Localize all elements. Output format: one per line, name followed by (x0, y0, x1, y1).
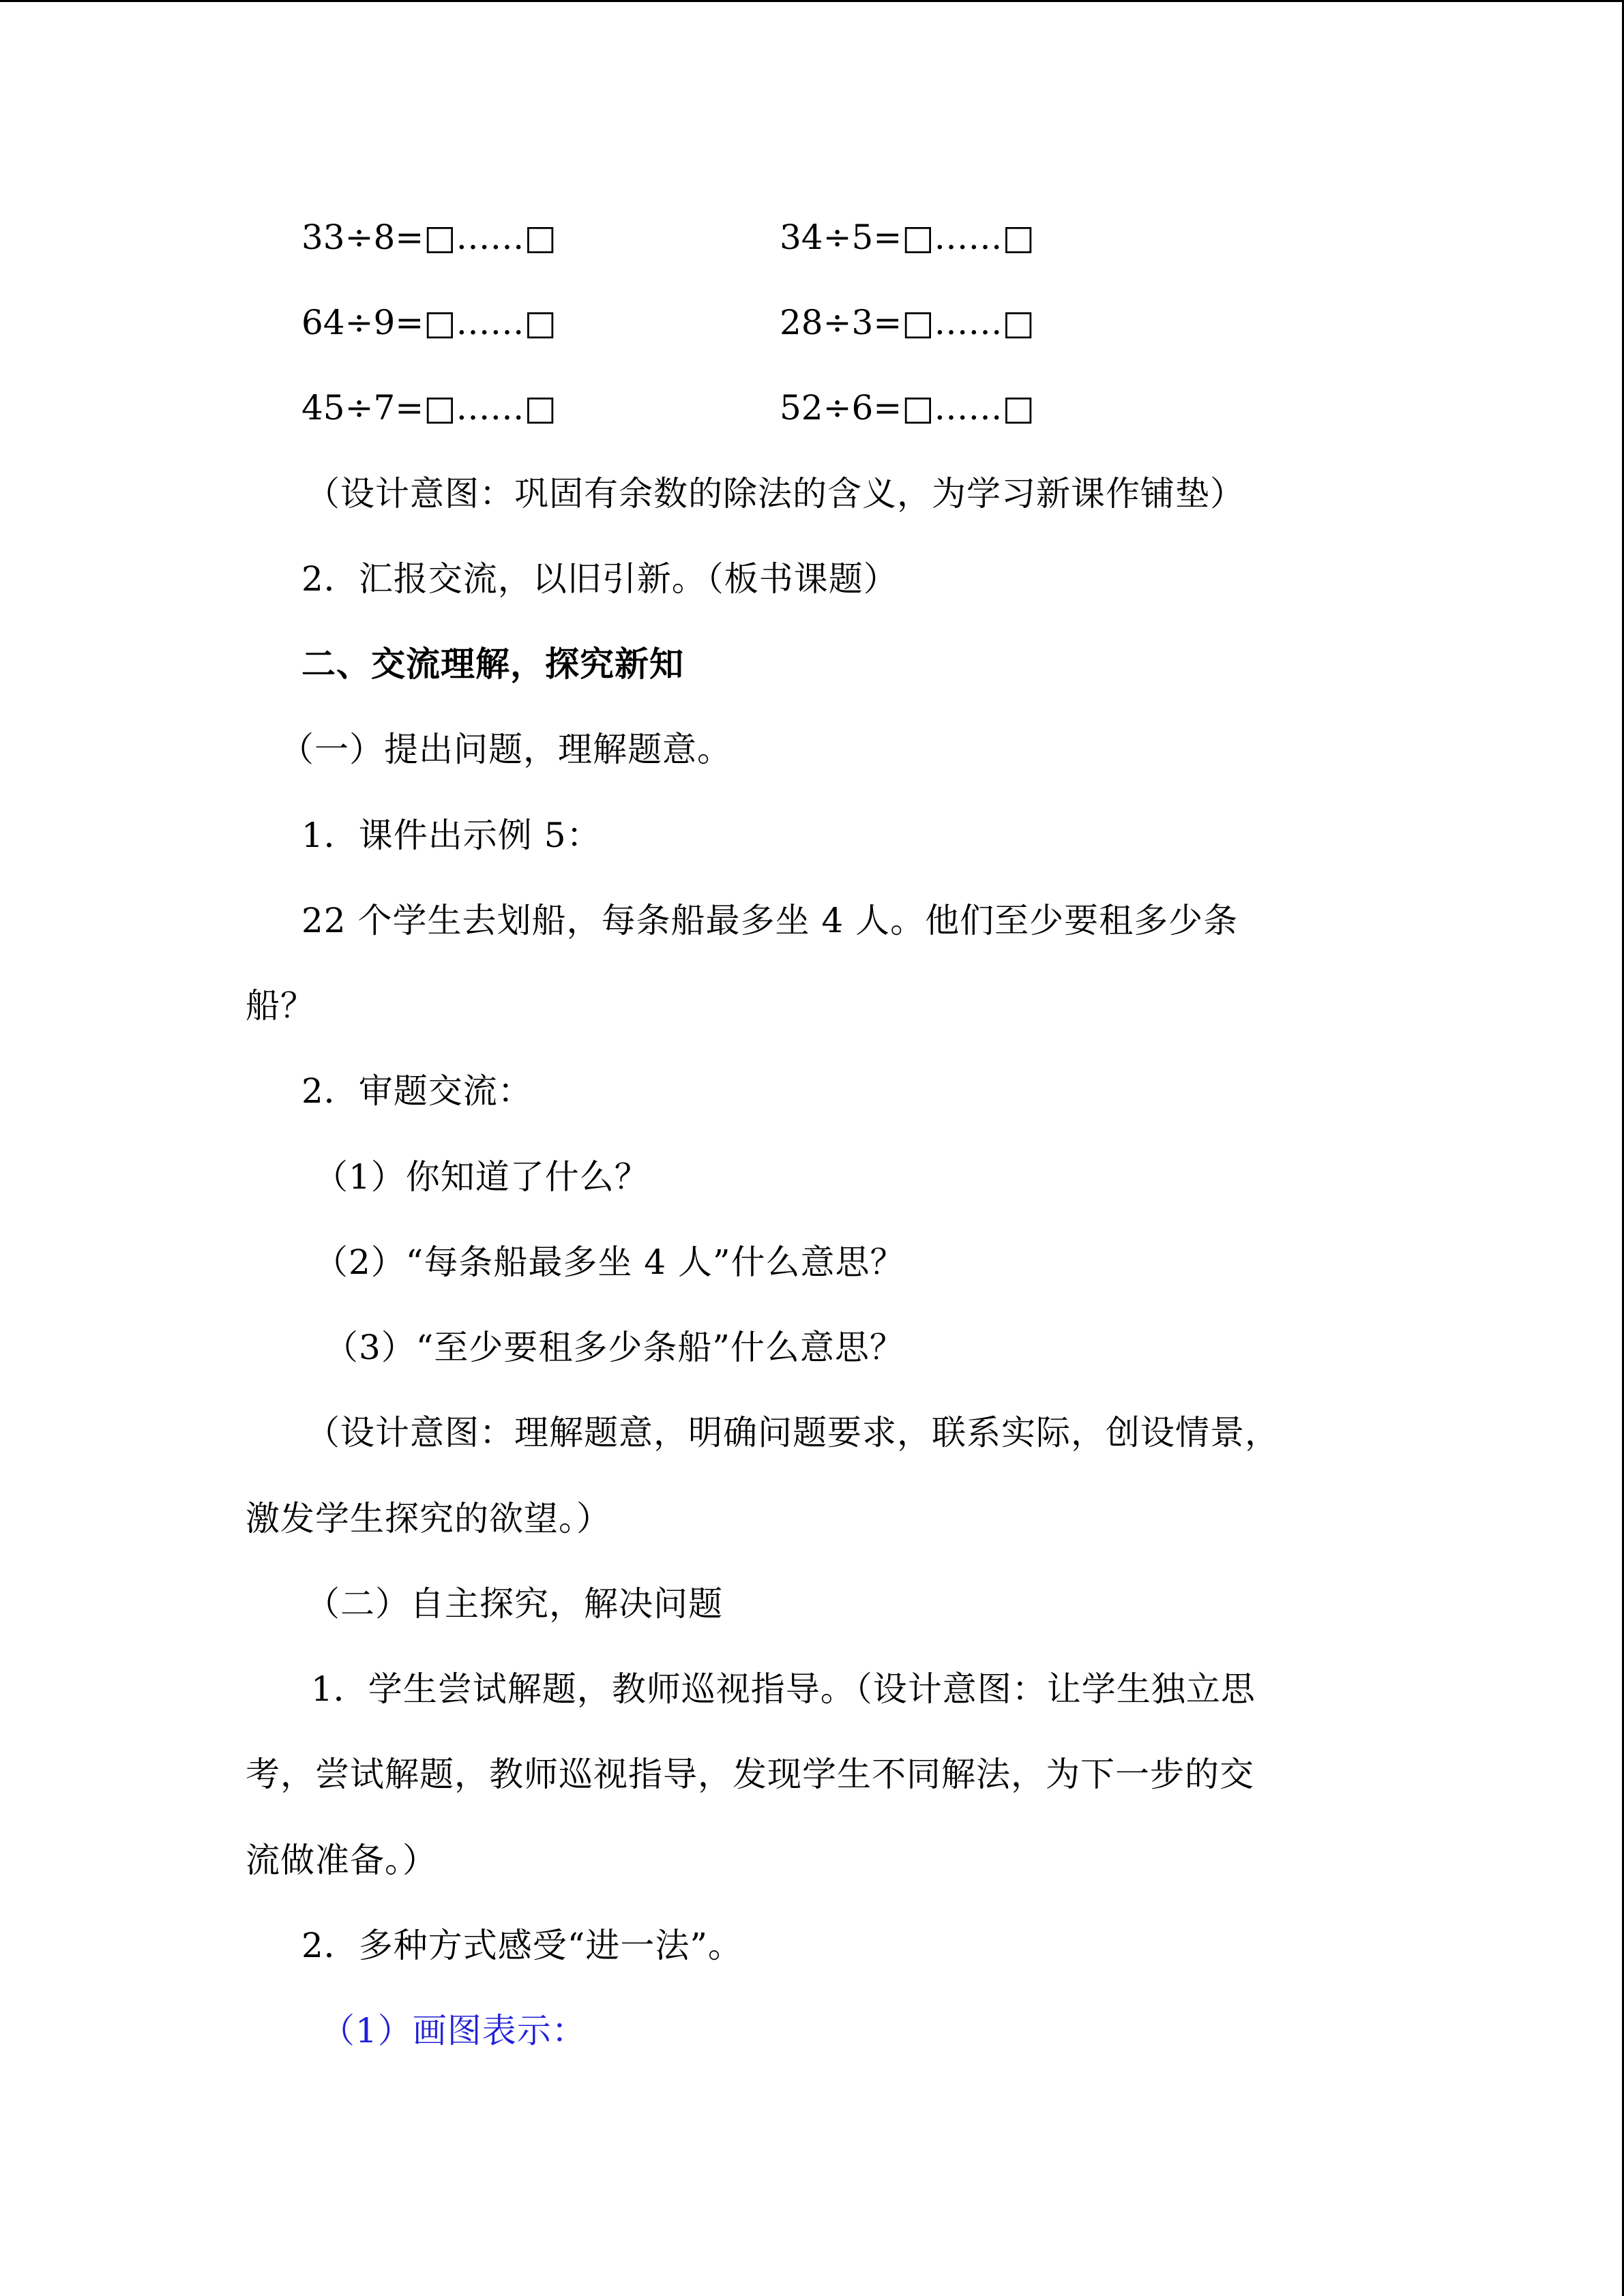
step-student-attempt-line-3: 流做准备。） (246, 1840, 437, 1880)
step-multiple-ways: 2．多种方式感受“进一法”。 (301, 1926, 743, 1965)
step-student-attempt-line-2: 考，尝试解题，教师巡视指导，发现学生不同解法，为下一步的交 (246, 1755, 1254, 1794)
question-1: （1）你知道了什么？ (314, 1157, 649, 1197)
problem-text-line-1: 22 个学生去划船，每条船最多坐 4 人。他们至少要租多少条 (301, 901, 1239, 940)
design-intent-2-line-1: （设计意图：理解题意，明确问题要求，联系实际，创设情景， (306, 1413, 1280, 1452)
equation-left-2: 64÷9=□……□ (301, 303, 557, 342)
design-intent-2-line-2: 激发学生探究的欲望。） (246, 1499, 611, 1538)
question-2: （2）“每条船最多坐 4 人”什么意思？ (314, 1242, 905, 1282)
equation-right-3: 52÷6=□……□ (780, 388, 1035, 428)
equation-right-2: 28÷3=□……□ (780, 303, 1035, 342)
subsection-heading-1: （一）提出问题，理解题意。 (280, 730, 732, 769)
subsection-heading-2: （二）自主探究，解决问题 (306, 1584, 723, 1624)
page-top-border (0, 0, 1624, 2)
step-report-exchange: 2．汇报交流，以旧引新。（板书课题） (301, 559, 898, 599)
section-heading-2: 二、交流理解，探究新知 (301, 644, 684, 684)
step-courseware-example: 1．课件出示例 5： (301, 816, 602, 855)
step-review-exchange: 2．审题交流： (301, 1071, 533, 1111)
equation-left-3: 45÷7=□……□ (301, 388, 557, 428)
equation-right-1: 34÷5=□……□ (780, 218, 1035, 257)
design-intent-1: （设计意图：巩固有余数的除法的含义，为学习新课作铺垫） (306, 474, 1245, 513)
step-student-attempt-line-1: 1．学生尝试解题，教师巡视指导。（设计意图：让学生独立思 (311, 1669, 1256, 1709)
problem-text-line-2: 船？ (246, 986, 315, 1026)
equation-left-1: 33÷8=□……□ (301, 218, 557, 257)
question-3: （3）“至少要租多少条船”什么意思？ (324, 1328, 904, 1367)
drawing-representation-heading: （1）画图表示： (321, 2011, 587, 2051)
